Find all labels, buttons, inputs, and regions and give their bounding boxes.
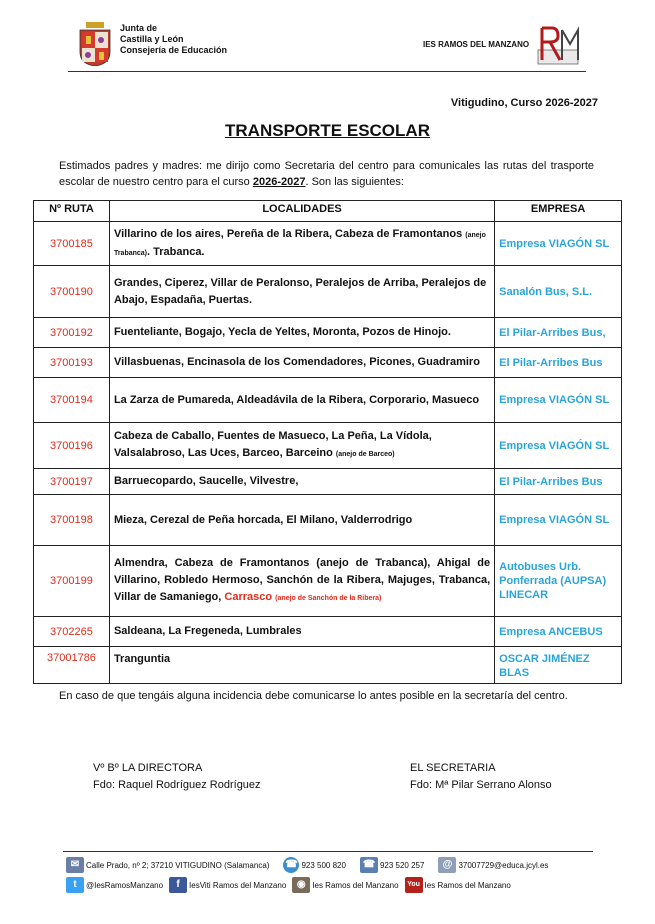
date-line: Vitigudino, Curso 2026-2027 [450, 97, 598, 109]
header-divider [68, 71, 586, 72]
localities-note: (anejo Trabanca) [113, 231, 486, 257]
contact-fax: 923 520 257 [379, 860, 425, 870]
page-title: TRANSPORTE ESCOLAR [225, 121, 430, 140]
org-line1: Junta de [120, 23, 158, 33]
secretary-signature [410, 760, 552, 794]
route-number: 3700190 [34, 266, 110, 318]
company: Empresa VIAGÓN SL [495, 495, 622, 546]
org-line2: Castilla y León [120, 34, 184, 44]
incident-note: En caso de que tengáis alguna incidencia debe comunicarse lo antes posible en la secretaría del centro. [59, 690, 568, 702]
localities [109, 423, 494, 469]
contact-email[interactable]: 37007729@educa.jcyl.es [458, 860, 549, 870]
phone-icon: ☎ [283, 857, 299, 873]
intro-paragraph [59, 158, 594, 190]
localities: Villasbuenas, Encinasola de los Comendadores, Picones, Guadramiro [109, 348, 494, 378]
fax-icon: ☎ [360, 857, 378, 873]
organization-name [120, 23, 227, 56]
company: Empresa VIAGÓN SL [495, 378, 622, 423]
contact-youtube[interactable]: Ies Ramos del Manzano [424, 880, 511, 890]
localities: Tranguntia [109, 647, 494, 684]
table-row [34, 222, 622, 266]
localities [109, 222, 494, 266]
localities [109, 546, 494, 617]
route-number: 3700197 [34, 469, 110, 495]
table-row [34, 495, 622, 546]
company: OSCAR JIMÉNEZ BLAS [495, 647, 622, 684]
header-route: Nº RUTA [34, 201, 110, 222]
contact-phone: 923 500 820 [301, 860, 346, 870]
route-number: 3700193 [34, 348, 110, 378]
letterhead [68, 18, 586, 74]
table-header-row [34, 201, 622, 222]
contact-twitter[interactable]: @IesRamosManzano [86, 880, 164, 890]
localities-note: (anejo de Barceo) [335, 451, 395, 458]
table-row [34, 318, 622, 348]
intro-year: 2026-2027 [252, 176, 306, 188]
youtube-icon: You [405, 877, 423, 893]
localities-text: Villarino de los aires, Pereña de la Ribera, Cabeza de Framontanos [113, 227, 463, 240]
company: El Pilar-Arribes Bus [495, 469, 622, 495]
localities: La Zarza de Pumareda, Aldeadávila de la Ribera, Corporario, Masueco [109, 378, 494, 423]
contact-facebook[interactable]: IesViti Ramos del Manzano [189, 880, 287, 890]
route-number: 3700194 [34, 378, 110, 423]
contact-row-1 [66, 857, 548, 873]
contact-address: Calle Prado, nº 2; 37210 VITIGUDINO (Salamanca) [86, 860, 270, 870]
company: Empresa VIAGÓN SL [495, 222, 622, 266]
secretary-role: EL SECRETARIA [410, 762, 496, 774]
company: Empresa VIAGÓN SL [495, 423, 622, 469]
route-number: 3702265 [34, 617, 110, 647]
localities-red-note: (anejo de Sanchón de la Ribera) [275, 595, 382, 602]
director-name: Fdo: Raquel Rodríguez Rodríguez [93, 779, 261, 791]
header-company: EMPRESA [495, 201, 622, 222]
table-row [34, 378, 622, 423]
company: Empresa ANCEBUS [495, 617, 622, 647]
localities: Mieza, Cerezal de Peña horcada, El Milano, Valderrodrigo [109, 495, 494, 546]
shield-icon [78, 22, 112, 66]
header-localities: LOCALIDADES [109, 201, 494, 222]
company: Autobuses Urb. Ponferrada (AUPSA) LINECAR [495, 546, 622, 617]
table-row [34, 423, 622, 469]
localities-text: Cabeza de Caballo, Fuentes de Masueco, La Peña, La Vídola, Valsalabroso, Las Uces, Barceo, Barceino [113, 430, 432, 459]
route-number: 3700185 [34, 222, 110, 266]
at-icon: @ [438, 857, 456, 873]
company: Sanalón Bus, S.L. [495, 266, 622, 318]
route-number: 37001786 [34, 647, 110, 684]
intro-tail: . Son las siguientes: [305, 176, 404, 188]
secretary-name: Fdo: Mª Pilar Serrano Alonso [410, 779, 552, 791]
table-row [34, 647, 622, 684]
director-role: Vº Bº LA DIRECTORA [93, 762, 203, 774]
table-row [34, 546, 622, 617]
table-row [34, 469, 622, 495]
routes-table [33, 200, 622, 684]
localities: Barruecopardo, Saucelle, Vilvestre, [109, 469, 494, 495]
mail-icon: ✉ [66, 857, 84, 873]
table-row [34, 266, 622, 318]
director-signature [93, 760, 261, 794]
contact-row-2 [66, 877, 511, 893]
org-line3: Consejería de Educación [120, 45, 228, 55]
school-logo-icon [534, 20, 582, 68]
localities-text: Almendra, Cabeza de Framontanos (anejo de Trabanca), Ahigal de Villarino, Robledo Hermoso, Sanchón de la Ribera, Majuges, Trabanca, Villar de Samaniego, [113, 557, 491, 603]
facebook-icon: f [169, 877, 187, 893]
route-number: 3700192 [34, 318, 110, 348]
route-number: 3700198 [34, 495, 110, 546]
localities-red: Carrasco [224, 591, 273, 603]
route-number: 3700199 [34, 546, 110, 617]
contact-instagram[interactable]: Ies Ramos del Manzano [312, 880, 399, 890]
localities-tail: . Trabanca. [147, 245, 205, 258]
intro-text: Estimados padres y madres: me dirijo como Secretaria del centro para comunicales las rutas del trasporte escolar de nuestro centro para el curso [59, 160, 594, 188]
localities: Grandes, Ciperez, Villar de Peralonso, Peralejos de Arriba, Peralejos de Abajo, Espadaña, Puertas. [109, 266, 494, 318]
table-row [34, 348, 622, 378]
localities: Fuenteliante, Bogajo, Yecla de Yeltes, Moronta, Pozos de Hinojo. [109, 318, 494, 348]
route-number: 3700196 [34, 423, 110, 469]
table-row [34, 617, 622, 647]
instagram-icon: ◉ [292, 877, 310, 893]
footer-divider [63, 851, 593, 852]
company: El Pilar-Arribes Bus, [495, 318, 622, 348]
school-name: IES RAMOS DEL MANZANO [423, 40, 530, 49]
company: El Pilar-Arribes Bus [495, 348, 622, 378]
twitter-icon: t [66, 877, 84, 893]
localities: Saldeana, La Fregeneda, Lumbrales [109, 617, 494, 647]
